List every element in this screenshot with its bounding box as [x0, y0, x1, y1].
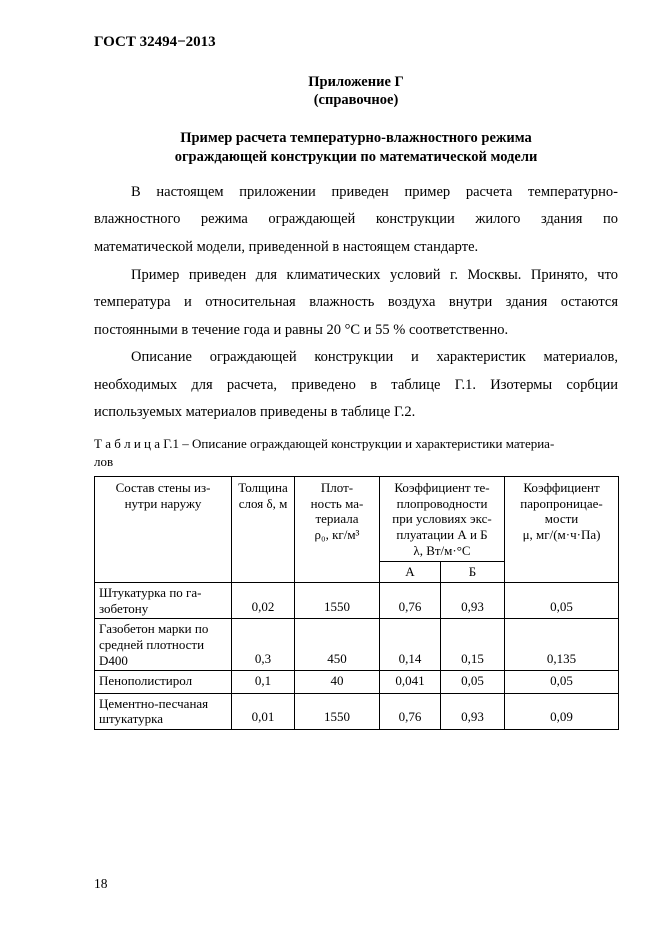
material-name: Цементно-песчаная штукатурка	[95, 693, 232, 729]
lambda-b-value: 0,15	[441, 619, 505, 671]
lambda-a-value: 0,76	[380, 693, 441, 729]
header-condition-a: А	[380, 562, 441, 583]
table-row-3	[95, 671, 619, 694]
document-page	[94, 34, 618, 730]
density-value: 1550	[295, 583, 380, 619]
lambda-b-value: 0,93	[441, 583, 505, 619]
density-value: 450	[295, 619, 380, 671]
table-row-2	[95, 619, 619, 671]
paragraph-2: Пример приведен для климатических условий г. Москвы. Принято, что температура и относительная влажность воздуха внутри здания остаются постоянными в течение года и равны 20 °С и 55 % соответственно.	[94, 266, 618, 338]
thickness-value: 0,01	[232, 693, 295, 729]
header-composition: Состав стены из- нутри наружу	[95, 477, 232, 583]
table-caption: Т а б л и ц а Г.1 – Описание ограждающей конструкции и характеристики материа- лов	[94, 435, 555, 470]
material-name: Газобетон марки по средней плотности D400	[95, 619, 232, 671]
page-number: 18	[94, 876, 108, 891]
paragraph-1: В настоящем приложении приведен пример расчета температурно-влажностного режима ограждающей конструкции жилого здания по математической модели, приведенной в настоящем стандарте.	[94, 183, 618, 256]
paragraph-3: Описание ограждающей конструкции и характеристик материалов, необходимых для расчета, приведено в таблице Г.1. Изотермы сорбции используемых материалов приведены в таблице Г.2.	[94, 349, 618, 421]
section-heading: Пример расчета температурно-влажностного режима ограждающей конструкции по математической модели	[174, 130, 538, 166]
header-conductivity: Коэффициент те- плопроводности при условиях экс- плуатации А и Б λ, Вт/м·°С	[380, 477, 505, 562]
lambda-a-value: 0,76	[380, 583, 441, 619]
header-thickness: Толщина слоя δ, м	[232, 477, 295, 583]
header-permeability: Коэффициент паропроницае- мости μ, мг/(м·ч·Па)	[505, 477, 619, 583]
material-name: Пенополистирол	[95, 671, 232, 694]
mu-value: 0,135	[505, 619, 619, 671]
table-header-row	[95, 477, 619, 562]
appendix-subtitle: (справочное)	[313, 92, 399, 109]
document-standard-number: ГОСТ 32494−2013	[94, 34, 216, 50]
density-value: 1550	[295, 693, 380, 729]
lambda-a-value: 0,041	[380, 671, 441, 694]
density-value: 40	[295, 671, 380, 694]
mu-value: 0,09	[505, 693, 619, 729]
material-name: Штукатурка по га- зобетону	[95, 583, 232, 619]
table-row-1	[95, 583, 619, 619]
mu-value: 0,05	[505, 671, 619, 694]
lambda-a-value: 0,14	[380, 619, 441, 671]
thickness-value: 0,3	[232, 619, 295, 671]
materials-table	[94, 476, 619, 730]
mu-value: 0,05	[505, 583, 619, 619]
table-row-4	[95, 693, 619, 729]
lambda-b-value: 0,93	[441, 693, 505, 729]
lambda-b-value: 0,05	[441, 671, 505, 694]
header-condition-b: Б	[441, 562, 505, 583]
appendix-title: Приложение Г	[308, 74, 404, 90]
thickness-value: 0,1	[232, 671, 295, 694]
header-density: Плот- ность ма- териала ρ₀, кг/м³	[295, 477, 380, 583]
thickness-value: 0,02	[232, 583, 295, 619]
